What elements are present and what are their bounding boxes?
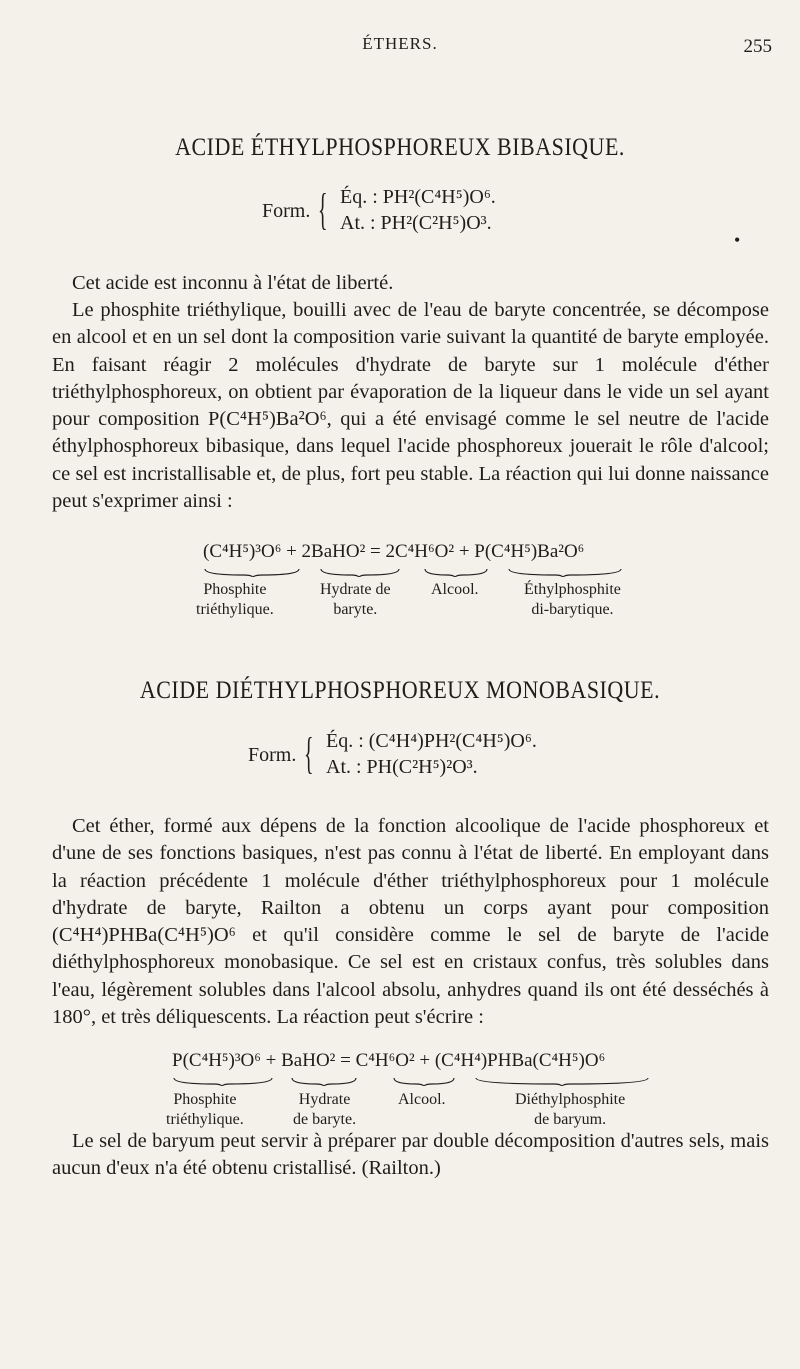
formula-brace: { (304, 729, 314, 778)
formula-brace: { (318, 185, 328, 234)
equation-text: (C⁴H⁵)³O⁶ + 2BaHO² = 2C⁴H⁶O² + P(C⁴H⁵)Ba²O⁶ (203, 541, 585, 562)
paragraph-intro: Cet acide est inconnu à l'état de liberté. (72, 272, 394, 294)
equation-label-3: Alcool. (398, 1091, 446, 1108)
paragraph-phosphite: Le phosphite triéthylique, bouilli avec de l'eau de baryte concentrée, se décompose en alcool et en un sel dont la composition varie suivant la quantité de baryte employée. En faisant réagir 2 molécules d'hydrate de baryte sur 1 molécule d'éther triéthylphosphoreux, on obtient par évaporation de la liqueur dans le vide un sel ayant pour composition P(C⁴H⁵)Ba²O⁶, qui a été envisagé comme le sel neutre de l'acide éthylphosphoreux bibasique, dans lequel l'acide phosphoreux jouerait le rôle d'alcool; ce sel est incristallisable et, de plus, fort peu stable. La réaction qui lui donne naissance peut s'exprimer ainsi : (52, 299, 769, 513)
running-title: ÉTHERS. (362, 34, 438, 53)
formula-block-bibasique (0, 186, 800, 238)
formula-label: Form. (262, 200, 311, 222)
running-head (0, 34, 800, 64)
paragraph-diethyl: Cet éther, formé aux dépens de la fonction alcoolique de l'acide phosphoreux et d'une de ses fonctions basiques, n'est pas connu à l'état de liberté. En employant dans la réaction précédente 1 molécule d'éther triéthylphosphoreux pour 1 molécule d'hydrate de baryte, Railton a obtenu un corps ayant pour composition (C⁴H⁴)PHBa(C⁴H⁵)O⁶ et qu'il considère comme le sel de baryte de l'acide diéthylphosphoreux monobasique. Ce sel est en cristaux confus, très solubles dans l'eau, légèrement solubles dans l'alcool absolu, anhydres quand ils ont été desséchés à 180°, et très déliquescents. La réaction peut s'écrire : (52, 815, 769, 1029)
equation-text: P(C⁴H⁵)³O⁶ + BaHO² = C⁴H⁶O² + (C⁴H⁴)PHBa(C⁴H⁵)O⁶ (172, 1050, 606, 1071)
formula-eq-line: Éq. : PH²(C⁴H⁵)O⁶. (340, 186, 496, 208)
equation-label-2: Hydrate de baryte. (293, 1091, 357, 1128)
formula-at-line: At. : PH(C²H⁵)²O³. (326, 756, 478, 778)
underbraces (203, 567, 623, 577)
equation-label-2: Hydrate de baryte. (320, 581, 391, 618)
paragraph-closing: Le sel de baryum peut servir à préparer par double décomposition d'autres sels, mais aucun d'eux n'a été obtenu cristallisé. (Railton.) (52, 1130, 769, 1180)
equation-label-4: Diéthylphosphite de baryum. (515, 1091, 626, 1128)
page-number: 255 (743, 36, 772, 57)
formula-at-line: At. : PH²(C²H⁵)O³. (340, 212, 492, 234)
equation-label-4: Éthylphosphite di-barytique. (524, 581, 621, 618)
equation-label-1: Phosphite triéthylique. (196, 581, 274, 618)
section-heading-monobasique: ACIDE DIÉTHYLPHOSPHOREUX MONOBASIQUE. (139, 675, 661, 704)
underbraces (172, 1076, 650, 1086)
formula-block-monobasique (0, 730, 800, 782)
formula-label: Form. (248, 744, 297, 766)
section-heading-bibasique: ACIDE ÉTHYLPHOSPHOREUX BIBASIQUE. (175, 132, 625, 161)
equation-label-3: Alcool. (431, 581, 479, 598)
formula-eq-line: Éq. : (C⁴H⁴)PH²(C⁴H⁵)O⁶. (326, 730, 537, 752)
equation-label-1: Phosphite triéthylique. (166, 1091, 244, 1128)
stray-dot: • (734, 230, 741, 250)
